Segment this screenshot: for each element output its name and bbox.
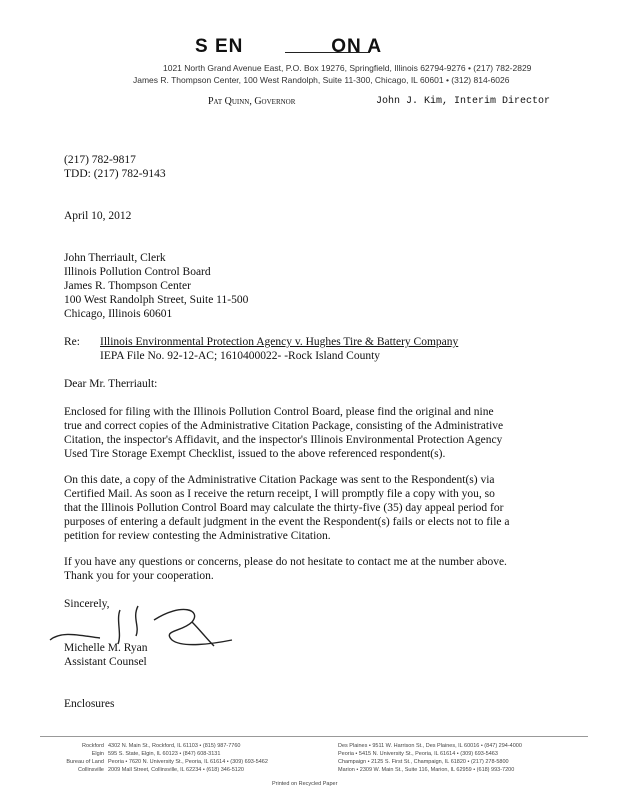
footer-label: Rockford	[81, 743, 104, 749]
address-line-2: James R. Thompson Center, 100 West Randolph, Suite 11-300, Chicago, IL 60601 • (312) 814-6026	[133, 75, 510, 85]
footer-label: Elgin	[91, 751, 104, 757]
paragraph-line: Citation, the inspector's Affidavit, and the inspector's Illinois Environmental Protection Agency	[64, 434, 503, 446]
re-case-title: Illinois Environmental Protection Agency v. Hughes Tire & Battery Company	[100, 336, 459, 348]
paragraph-line: On this date, a copy of the Administrative Citation Package was sent to the Respondent(s) via	[64, 474, 495, 486]
paragraph-line: If you have any questions or concerns, please do not hesitate to contact me at the number above.	[64, 556, 507, 568]
footer-right-addresses	[338, 742, 522, 774]
footer-address: Champaign • 2125 S. First St., Champaign, IL 61820 • (217) 278-5800	[338, 759, 509, 765]
paragraph-line: true and correct copies of the Administrative Citation Package, consisting of the Administrative	[64, 420, 504, 432]
director-name: John J. Kim, Interim Director	[376, 96, 551, 107]
salutation: Dear Mr. Therriault:	[64, 378, 158, 390]
paragraph-service	[64, 473, 510, 543]
footer-address: 4302 N. Main St., Rockford, IL 61103 • (815) 987-7760	[108, 743, 241, 749]
tdd-number: TDD: (217) 782-9143	[64, 168, 166, 180]
footer-rule	[40, 736, 588, 737]
paragraph-line: purposes of entering a default judgment in the event the Respondent(s) fails or elects not to file a	[64, 516, 510, 528]
paragraph-line: that the Illinois Pollution Control Board may calculate the thirty-five (35) day appeal period for	[64, 502, 504, 514]
signer-name: Michelle M. Ryan	[64, 642, 148, 654]
recipient-line: Illinois Pollution Control Board	[64, 266, 211, 278]
paragraph-line: Enclosed for filing with the Illinois Pollution Control Board, please find the original and nine	[64, 406, 494, 418]
footer-address: 595 S. State, Elgin, IL 60123 • (847) 608-3131	[108, 751, 221, 757]
recipient-line: 100 West Randolph Street, Suite 11-500	[64, 294, 249, 306]
closing: Sincerely,	[64, 598, 110, 610]
paragraph-line: Thank you for your cooperation.	[64, 570, 214, 582]
footer-address: 2009 Mall Street, Collinsville, IL 62234 • (618) 346-5120	[108, 767, 244, 773]
header-rule	[285, 52, 370, 53]
paragraph-contact	[64, 555, 507, 583]
paragraph-line: Used Tire Storage Exempt Checklist, issued to the above referenced respondent(s).	[64, 448, 446, 460]
footer-address: Peoria • 7620 N. University St., Peoria, IL 61614 • (309) 693-5462	[108, 759, 268, 765]
recycled-paper-note: Printed on Recycled Paper	[272, 781, 338, 787]
signer-title: Assistant Counsel	[64, 656, 147, 668]
address-line-1: 1021 North Grand Avenue East, P.O. Box 19276, Springfield, Illinois 62794-9276 • (217) 782-2829	[163, 63, 532, 73]
paragraph-line: petition for review contesting the Administrative Citation.	[64, 530, 331, 542]
re-file-number: IEPA File No. 92-12-AC; 1610400022- -Rock Island County	[100, 350, 381, 362]
footer-label: Collinsville	[78, 767, 104, 773]
footer-left-labels	[48, 742, 104, 774]
paragraph-enclosed	[64, 405, 503, 461]
recipient-address	[64, 251, 248, 321]
footer-address: Des Plaines • 9511 W. Harrison St., Des Plaines, IL 60016 • (847) 294-4000	[338, 743, 522, 749]
governor-name: Pat Quinn, Governor	[208, 96, 296, 107]
footer-address: Peoria • 5415 N. University St., Peoria, IL 61614 • (309) 693-5463	[338, 751, 498, 757]
recipient-line: James R. Thompson Center	[64, 280, 191, 292]
enclosures-note: Enclosures	[64, 698, 115, 710]
recipient-line: Chicago, Illinois 60601	[64, 308, 173, 320]
re-label: Re:	[64, 336, 80, 348]
footer-label: Bureau of Land	[66, 759, 104, 765]
letter-date: April 10, 2012	[64, 210, 132, 222]
phone-number: (217) 782-9817	[64, 154, 136, 166]
footer-left-addresses	[108, 742, 268, 774]
footer-address: Marion • 2309 W. Main St., Suite 116, Marion, IL 62959 • (618) 993-7200	[338, 767, 515, 773]
recipient-line: John Therriault, Clerk	[64, 252, 166, 264]
paragraph-line: Certified Mail. As soon as I receive the return receipt, I will promptly file a copy with you, so	[64, 488, 495, 500]
agency-name: S EN ON A	[195, 36, 383, 57]
